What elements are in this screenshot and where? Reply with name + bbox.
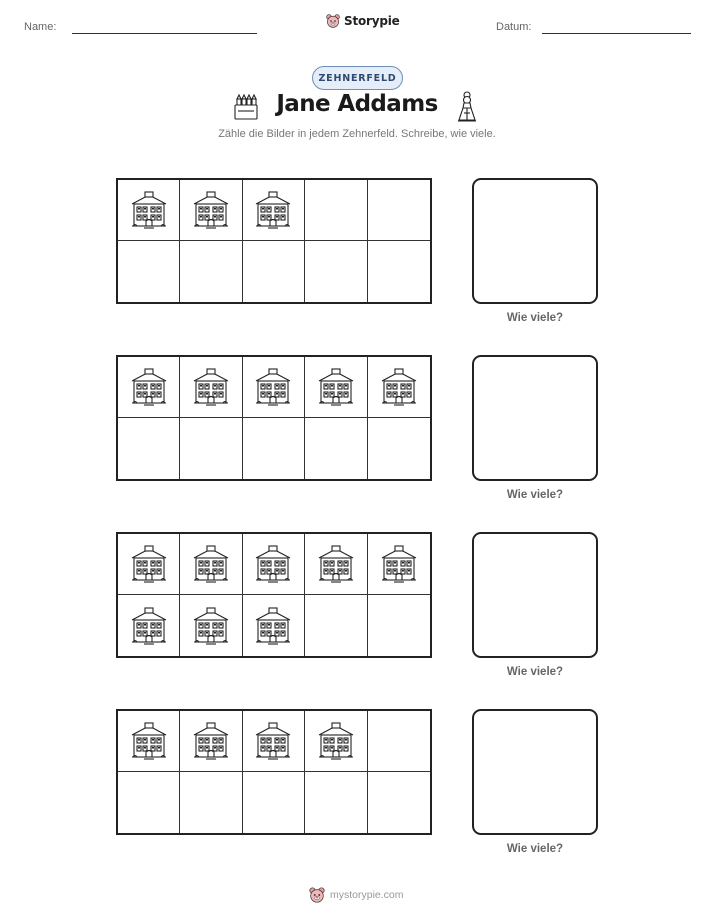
house-icon	[316, 721, 356, 761]
frame-cell	[305, 241, 367, 302]
answer-box-4[interactable]	[472, 709, 598, 835]
frame-cell	[305, 180, 367, 241]
how-many-label: Wie viele?	[506, 666, 564, 678]
frame-cell	[118, 711, 180, 772]
frame-cell	[180, 772, 242, 833]
house-icon	[129, 544, 169, 584]
brand-logo	[325, 13, 400, 29]
instructions: Zähle die Bilder in jedem Zehnerfeld. Schreibe, wie viele.	[218, 128, 496, 140]
frame-cell	[180, 241, 242, 302]
house-icon	[129, 606, 169, 646]
frame-cell	[243, 241, 305, 302]
frame-cell	[368, 418, 430, 479]
footer-url: mystorypie.com	[330, 889, 404, 901]
frame-cell	[118, 534, 180, 595]
ten-frame-2	[116, 355, 432, 481]
house-icon	[316, 544, 356, 584]
date-line[interactable]	[542, 33, 691, 34]
house-icon	[191, 190, 231, 230]
frame-cell	[180, 357, 242, 418]
name-label: Name:	[24, 21, 57, 33]
house-icon	[379, 367, 419, 407]
page-title: Jane Addams	[276, 91, 438, 117]
answer-box-2[interactable]	[472, 355, 598, 481]
house-icon	[253, 544, 293, 584]
house-icon	[253, 190, 293, 230]
frame-cell	[368, 711, 430, 772]
frame-cell	[368, 241, 430, 302]
house-icon	[316, 367, 356, 407]
frame-cell	[180, 534, 242, 595]
house-icon	[129, 721, 169, 761]
frame-cell	[368, 772, 430, 833]
frame-cell	[243, 772, 305, 833]
frame-cell	[180, 595, 242, 656]
bear-icon	[325, 13, 341, 29]
frame-cell	[305, 772, 367, 833]
ten-frame-1	[116, 178, 432, 304]
frame-cell	[243, 357, 305, 418]
date-label: Datum:	[496, 21, 532, 33]
name-line[interactable]	[72, 33, 257, 34]
worksheet-type-badge: ZEHNERFELD	[312, 66, 403, 90]
answer-box-1[interactable]	[472, 178, 598, 304]
how-many-label: Wie viele?	[506, 843, 564, 855]
woman-figure-icon	[456, 91, 478, 123]
frame-cell	[305, 357, 367, 418]
frame-cell	[118, 241, 180, 302]
house-icon	[191, 606, 231, 646]
frame-cell	[243, 711, 305, 772]
bear-icon	[308, 886, 326, 904]
frame-cell	[118, 180, 180, 241]
frame-cell	[305, 595, 367, 656]
frame-cell	[368, 357, 430, 418]
frame-cell	[305, 418, 367, 479]
frame-cell	[368, 534, 430, 595]
frame-cell	[118, 772, 180, 833]
ten-frame-3	[116, 532, 432, 658]
how-many-label: Wie viele?	[506, 312, 564, 324]
frame-cell	[243, 595, 305, 656]
house-icon	[253, 606, 293, 646]
house-icon	[129, 367, 169, 407]
frame-cell	[118, 418, 180, 479]
house-icon	[253, 367, 293, 407]
frame-cell	[368, 180, 430, 241]
frame-cell	[118, 595, 180, 656]
frame-cell	[180, 180, 242, 241]
frame-cell	[305, 711, 367, 772]
frame-cell	[243, 418, 305, 479]
how-many-label: Wie viele?	[506, 489, 564, 501]
brand-name: Storypie	[344, 14, 400, 28]
frame-cell	[243, 180, 305, 241]
house-icon	[253, 721, 293, 761]
footer	[308, 886, 404, 904]
frame-cell	[368, 595, 430, 656]
house-icon	[191, 367, 231, 407]
house-icon	[379, 544, 419, 584]
house-icon	[129, 190, 169, 230]
frame-cell	[180, 418, 242, 479]
frame-cell	[243, 534, 305, 595]
house-icon	[191, 721, 231, 761]
frame-cell	[118, 357, 180, 418]
ten-frame-4	[116, 709, 432, 835]
frame-cell	[305, 534, 367, 595]
house-icon	[191, 544, 231, 584]
frame-cell	[180, 711, 242, 772]
answer-box-3[interactable]	[472, 532, 598, 658]
